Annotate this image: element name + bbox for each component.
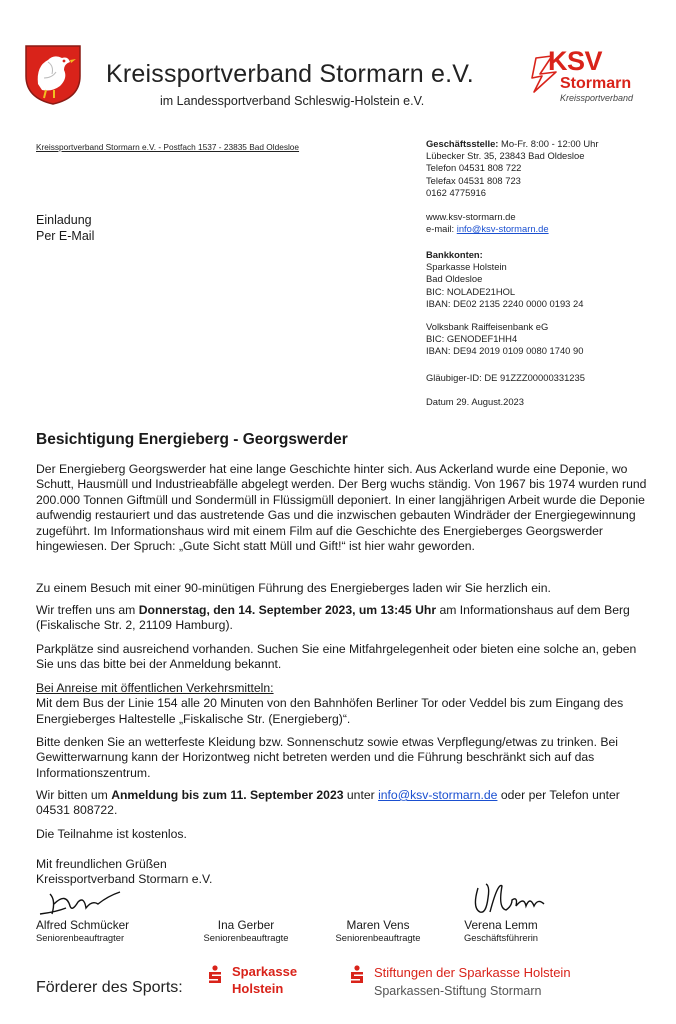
paragraph-clothing: Bitte denken Sie an wetterfeste Kleidung bzw. Sonnenschutz sowie etwas Verpflegung/etwas zu trinken. Bei Gewitterwarnung kann der Horizontweg nicht betreten werden und die Führung beschränkt sich auf das Informationszentrum.	[36, 735, 618, 780]
letter-heading: Besichtigung Energieberg - Georgswerder	[36, 431, 348, 448]
meeting-date: Donnerstag, den 14. September 2023, um 13:45 Uhr	[138, 603, 437, 617]
paragraph-history: Der Energieberg Georgswerder hat eine lange Geschichte hinter sich. Aus Ackerland wurde eine Deponie, wo Schutt, Hausmüll und Industrieabfälle abgelegt werden. Der Berg wuchs ständig. Von 1967 bis 1974 wurden rund 200.000 Tonnen Giftmüll und Sondermüll in Flüssigmüll deponiert. In einer langjährigen Arbeit wurde die Deponie aufwendig restauriert und das austretende Gas und die inzwischen gebauten Windräder der Energiegewinnung zugeführt. Im Informationshaus wird mit einem Film auf die Geschichte des Energieberges Georgswerder hingewiesen. Der Spruch: „Gute Sicht statt Müll und Gift!“ ist hier wahr geworden.	[36, 462, 647, 554]
office-phone: Telefon 04531 808 722	[426, 162, 522, 174]
creditor-id: Gläubiger-ID: DE 91ZZZ00000331235	[426, 372, 585, 383]
signature-block-2: Ina Gerber Seniorenbeauftragte	[203, 918, 289, 943]
paragraph-invitation: Zu einem Besuch mit einer 90-minütigen Führung des Energieberges laden wir Sie herzlich ein.	[36, 581, 551, 595]
letter-date: Datum 29. August.2023	[426, 396, 524, 407]
organization-subtitle: im Landessportverband Schleswig-Holstein e.V.	[160, 94, 425, 108]
paragraph-transport: Bei Anreise mit öffentlichen Verkehrsmitteln: Mit dem Bus der Linie 154 alle 20 Minuten von den Bahnhöfen Berliner Tor oder Veddel bis zum Eingang des Energieberges Haltestelle „Fiskalische Str. (Energieberg)“.	[36, 681, 648, 727]
website-text: www.ksv-stormarn.de	[426, 211, 516, 222]
bank-info-2: Volksbank Raiffeisenbank eG BIC: GENODEF1HH4 IBAN: DE94 2019 0109 0080 1740 90	[426, 321, 584, 357]
office-mobile: 0162 4775916	[426, 186, 486, 198]
closing: Mit freundlichen Grüßen Kreissportverband Stormarn e.V.	[36, 857, 213, 887]
paragraph-registration: Wir bitten um Anmeldung bis zum 11. September 2023 unter info@ksv-stormarn.de oder per Telefon unter 04531 808722.	[36, 788, 620, 818]
paragraph-parking: Parkplätze sind ausreichend vorhanden. Suchen Sie eine Mitfahrgelegenheit oder bieten eine solche an, geben Sie uns das bitte bei der Anmeldung bekannt.	[36, 642, 637, 672]
office-label: Geschäftsstelle:	[426, 138, 499, 149]
transport-heading: Bei Anreise mit öffentlichen Verkehrsmitteln:	[36, 681, 274, 695]
sparkasse-s-icon	[208, 965, 222, 983]
sender-address-line: Kreissportverband Stormarn e.V. - Postfach 1537 - 23835 Bad Oldesloe	[36, 142, 300, 152]
ksv-stormarn-logo: KSV Stormarn Kreissportverband	[530, 46, 640, 108]
sponsors-label: Förderer des Sports:	[36, 979, 183, 996]
office-address: Lübecker Str. 35, 23843 Bad Oldesloe	[426, 150, 585, 162]
office-info	[426, 138, 598, 199]
paragraph-meeting: Wir treffen uns am Donnerstag, den 14. September 2023, um 13:45 Uhr am Informationshaus auf dem Berg (Fiskalische Str. 2, 21109 Hamburg).	[36, 603, 630, 633]
office-hours: Mo-Fr. 8:00 - 12:00 Uhr	[498, 138, 599, 149]
contact-info: www.ksv-stormarn.de e-mail: info@ksv-stormarn.de	[426, 211, 549, 235]
recipient-block: Einladung Per E-Mail	[36, 213, 95, 243]
organization-title: Kreissportverband Stormarn e.V.	[106, 60, 474, 88]
signature-block-1: Alfred Schmücker Seniorenbeauftragter	[36, 918, 130, 943]
sparkasse-s-icon	[350, 965, 364, 983]
signature-block-3: Maren Vens Seniorenbeauftragte	[335, 918, 421, 943]
bank-info: Bankkonten: Sparkasse Holstein Bad Oldesloe BIC: NOLADE21HOL IBAN: DE02 2135 2240 0000 0193 24	[426, 249, 584, 309]
registration-deadline: Anmeldung bis zum 11. September 2023	[111, 788, 344, 802]
bank-label: Bankkonten:	[426, 249, 483, 260]
coat-of-arms-logo	[24, 44, 82, 106]
paragraph-free: Die Teilnahme ist kostenlos.	[36, 827, 187, 841]
email-link[interactable]: info@ksv-stormarn.de	[456, 223, 549, 235]
office-fax: Telefax 04531 808 723	[426, 174, 521, 186]
signature-block-4: Verena Lemm Geschäftsführerin	[464, 918, 538, 943]
registration-email-link[interactable]: info@ksv-stormarn.de	[378, 788, 498, 802]
